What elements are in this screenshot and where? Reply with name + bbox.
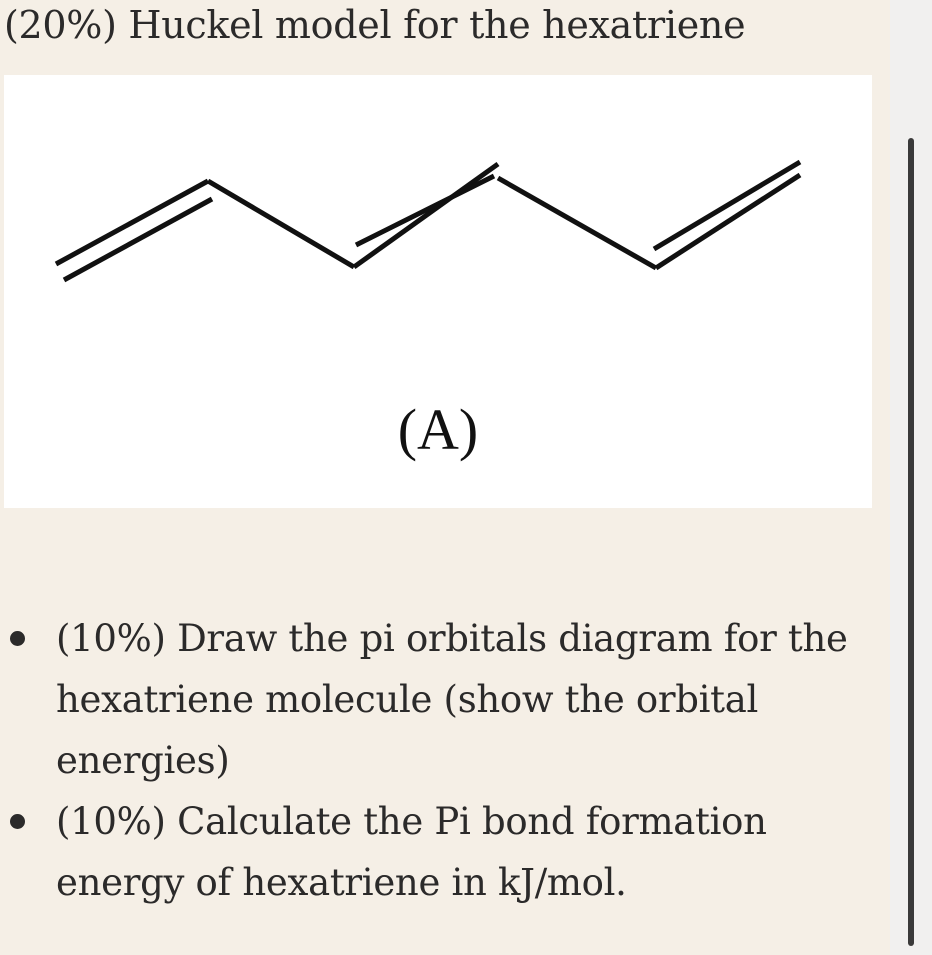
question-title: (20%) Huckel model for the hexatriene [4,3,746,47]
bond-c1-c2 [56,181,208,264]
task-text: (10%) Calculate the Pi bond formation energy of hexatriene in kJ/mol. [56,800,767,904]
task-item [0,791,880,913]
bond-c2-c3 [208,181,354,267]
figure-label: (A) [397,397,479,462]
scrollbar-track[interactable] [890,0,932,955]
scrollbar-thumb[interactable] [908,138,914,946]
task-item [0,608,880,791]
task-list [0,608,880,913]
molecule-figure [4,75,872,508]
task-text: (10%) Draw the pi orbitals diagram for the hexatriene molecule (show the orbital energies) [56,617,848,782]
bond-c3-c4 [354,164,498,267]
bullet-icon [10,814,25,829]
bond-c5-c6 [656,175,800,268]
bullet-icon [10,631,25,646]
bond-c5-c6-second-line [654,162,800,249]
bond-c1-c2-second-line [64,199,212,280]
bond-c3-c4-second-line [356,176,494,245]
bond-c4-c5 [498,178,656,268]
